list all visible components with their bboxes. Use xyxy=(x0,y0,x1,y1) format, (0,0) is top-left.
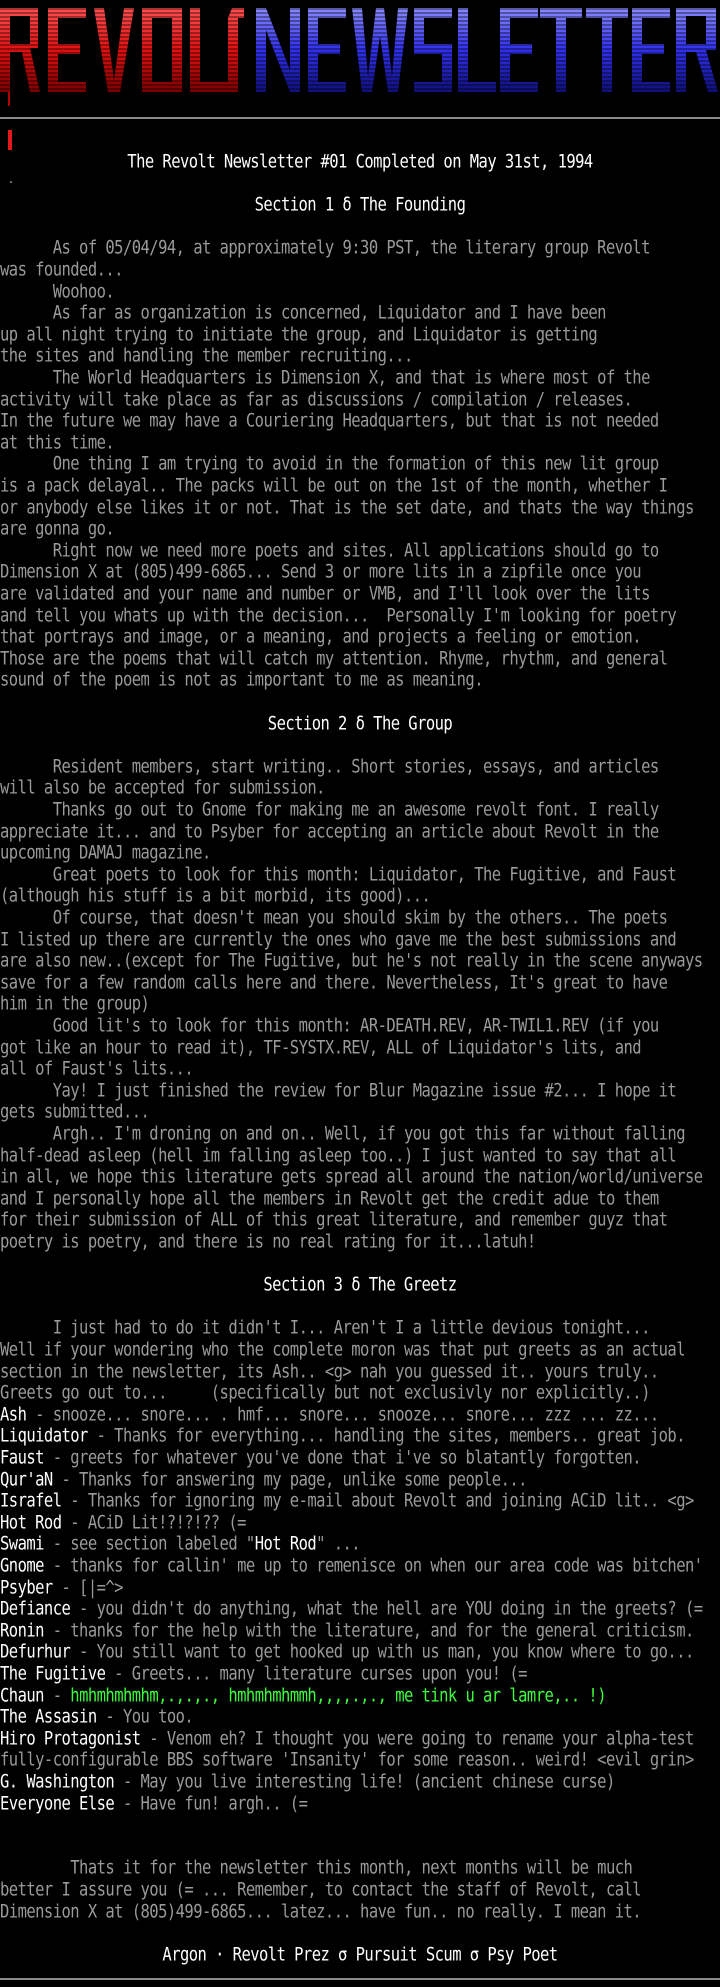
body-line: Woohoo. xyxy=(0,280,115,303)
body-line: I just had to do it didn't I... Aren't I a little devious tonight... xyxy=(0,1317,650,1339)
greet-name: Faust xyxy=(0,1447,44,1469)
greet-text: - greets for whatever you've done that i've so blatantly forgotten. xyxy=(43,1447,642,1469)
body-line: the sites and handling the member recruiting... xyxy=(0,345,413,367)
greet-name: Gnome xyxy=(0,1555,44,1577)
greet-line xyxy=(0,1554,703,1578)
greet-text: - May you live interesting life! (ancient chinese curse) xyxy=(114,1771,615,1793)
greet-name: The Assasin xyxy=(0,1706,97,1728)
greet-name: Ronin xyxy=(0,1619,44,1642)
greet-name: The Fugitive xyxy=(0,1663,106,1685)
greet-text: - You too. xyxy=(96,1706,194,1728)
section-heading: Section 1 δ The Founding xyxy=(254,194,466,216)
greet-line xyxy=(0,1640,694,1664)
greet-line xyxy=(0,1619,694,1643)
section-heading: Section 2 δ The Group xyxy=(267,712,453,735)
body-line: will also be accepted for submission. xyxy=(0,777,325,799)
body-line: him in the group) xyxy=(0,993,150,1015)
greet-line xyxy=(0,1705,193,1729)
body-line: got like an hour to read it), TF-SYSTX.REV, ALL of Liquidator's lits, and xyxy=(0,1036,642,1059)
greet-text: - you didn't do anything, what the hell are YOU doing in the greets? (= xyxy=(70,1598,703,1620)
greet-name: G. Washington xyxy=(0,1771,115,1793)
body-line: Well if your wondering who the complete moron was that put greets as an actual xyxy=(0,1339,685,1361)
body-line: up all night trying to initiate the group, and Liquidator is getting xyxy=(0,323,598,346)
body-line: (although his stuff is a bit morbid, its good)... xyxy=(0,885,431,907)
newsletter-title: The Revolt Newsletter #01 Completed on May 31st, 1994 xyxy=(127,151,593,173)
greet-text: fully-configurable BBS software 'Insanity' for some reason.. weird! <evil grin> xyxy=(0,1749,694,1771)
greet-name: Swami xyxy=(0,1533,44,1555)
greet-name: Liquidator xyxy=(0,1425,88,1447)
greet-name: Defurhur xyxy=(0,1641,71,1663)
section-heading: Section 3 δ The Greetz xyxy=(263,1274,457,1296)
body-line: Right now we need more poets and sites. All applications should go to xyxy=(0,539,659,562)
body-line: are gonna go. xyxy=(0,518,115,540)
body-line: upcoming DAMAJ magazine. xyxy=(0,842,211,864)
body-line: poetry is poetry, and there is no real rating for it...latuh! xyxy=(0,1231,536,1253)
body-line: As far as organization is concerned, Liquidator and I have been xyxy=(0,302,606,324)
greet-green-text: hmhmhmhmhm,.,.,., hmhmhmhmmh,,,,.,., me tink u ar lamre,.. !) xyxy=(70,1684,606,1707)
greet-line xyxy=(0,1792,307,1816)
greet-name: Qur'aN xyxy=(0,1468,53,1491)
greet-text: - Thanks for ignoring my e-mail about Revolt and joining ACiD lit.. <g> xyxy=(61,1490,694,1512)
closing-line: Dimension X at (805)499-6865... latez... have fun.. no really. I mean it. xyxy=(0,1900,642,1923)
greet-line xyxy=(0,1748,694,1772)
greet-text: - xyxy=(43,1684,71,1707)
body-line: The World Headquarters is Dimension X, and that is where most of the xyxy=(0,367,650,389)
signature: Argon · Revolt Prez σ Pursuit Scum σ Psy Poet xyxy=(162,1943,558,1966)
body-line: that portrays and image, or a meaning, and projects a feeling or emotion. xyxy=(0,626,642,648)
body-line: all of Faust's lits... xyxy=(0,1058,194,1080)
body-line: save for a few random calls here and there. Nevertheless, It's great to have xyxy=(0,971,668,994)
greet-tail: " ... xyxy=(316,1533,361,1555)
body-line: and tell you whats up with the decision... Personally I'm looking for poetry xyxy=(0,604,677,627)
greet-text: - Thanks for answering my page, unlike some people... xyxy=(52,1468,527,1491)
body-line: for their submission of ALL of this great literature, and remember guyz that xyxy=(0,1209,668,1231)
body-line: in all, we hope this literature gets spread all around the nation/world/universe xyxy=(0,1166,703,1188)
greet-text: - [|=^> xyxy=(52,1576,123,1599)
body-line: are validated and your name and number or VMB, and I'll look over the lits xyxy=(0,583,650,605)
greet-text: - Thanks for everything... handling the sites, members.. great job. xyxy=(87,1425,685,1447)
body-line: Of course, that doesn't mean you should skim by the others.. The poets xyxy=(0,907,668,929)
greet-line xyxy=(0,1511,246,1535)
greet-text: - snooze... snore... . hmf... snore... snooze... snore... zzz ... zz... xyxy=(26,1403,659,1426)
body-line: I listed up there are currently the ones who gave me the best submissions and xyxy=(0,928,677,951)
body-line: gets submitted... xyxy=(0,1101,150,1123)
body-line: half-dead asleep (hell im falling asleep too..) I just wanted to say that all xyxy=(0,1144,677,1167)
body-line: appreciate it... and to Psyber for accepting an article about Revolt in the xyxy=(0,820,659,843)
greet-text: - see section labeled " xyxy=(43,1533,255,1555)
body-line: was founded... xyxy=(0,259,123,281)
greet-line xyxy=(0,1424,685,1448)
greet-line xyxy=(0,1468,527,1492)
body-line: section in the newsletter, its Ash.. <g> nah you guessed it.. yours truly.. xyxy=(0,1360,659,1383)
greet-text: - Have fun! argh.. (= xyxy=(114,1792,308,1815)
body-line: Great poets to look for this month: Liquidator, The Fugitive, and Faust xyxy=(0,863,677,886)
greet-line xyxy=(0,1446,641,1470)
greet-line xyxy=(0,1576,123,1600)
body-line: Resident members, start writing.. Short stories, essays, and articles xyxy=(0,755,659,778)
greet-text: - thanks for callin' me up to remenisce on when our area code was bitchen' xyxy=(43,1555,703,1577)
body-line: One thing I am trying to avoid in the formation of this new lit group xyxy=(0,453,659,475)
closing-line: Thats it for the newsletter this month, next months will be much xyxy=(0,1857,633,1879)
greet-line xyxy=(0,1532,360,1556)
body-line: Good lit's to look for this month: AR-DEATH.REV, AR-TWIL1.REV (if you xyxy=(0,1015,659,1037)
greet-text: - thanks for the help with the literature, and for the general criticism. xyxy=(43,1619,694,1642)
greet-name: Israfel xyxy=(0,1490,62,1512)
closing-line: better I assure you (= ... Remember, to contact the staff of Revolt, call xyxy=(0,1879,642,1901)
greet-name: Psyber xyxy=(0,1576,53,1599)
red-cursor-mark xyxy=(8,130,12,150)
body-line: Thanks go out to Gnome for making me an awesome revolt font. I really xyxy=(0,799,659,821)
body-line: Yay! I just finished the review for Blur Magazine issue #2... I hope it xyxy=(0,1079,677,1102)
greet-name: Everyone Else xyxy=(0,1792,115,1815)
body-line: at this time. xyxy=(0,431,115,454)
greet-text: - Greets... many literature curses upon you! (= xyxy=(105,1663,527,1685)
greet-name: Hot Rod xyxy=(0,1511,62,1534)
body-line: activity will take place as far as discussions / compilation / releases. xyxy=(0,388,633,411)
body-line: Those are the poems that will catch my attention. Rhyme, rhythm, and general xyxy=(0,647,668,670)
body-line: is a pack delayal.. The packs will be out on the 1st of the month, whether I xyxy=(0,475,668,497)
body-line: In the future we may have a Couriering Headquarters, but that is not needed xyxy=(0,410,659,432)
top-divider xyxy=(0,117,720,119)
greet-line xyxy=(0,1403,659,1427)
body-line: Argh.. I'm droning on and on.. Well, if you got this far without falling xyxy=(0,1123,685,1145)
greet-line xyxy=(0,1727,694,1751)
greet-highlight: Hot Rod xyxy=(254,1533,317,1555)
body-line: As of 05/04/94, at approximately 9:30 PST, the literary group Revolt xyxy=(0,237,650,259)
body-line: sound of the poem is not as important to me as meaning. xyxy=(0,669,483,691)
greet-name: Hiro Protagonist xyxy=(0,1727,141,1750)
body-line: are also new..(except for The Fugitive, but he's not really in the scene anyways xyxy=(0,950,703,972)
greet-text: - You still want to get hooked up with us man, you know where to go... xyxy=(70,1641,694,1663)
greet-line xyxy=(0,1684,606,1708)
greet-text: - ACiD Lit!?!?!?? (= xyxy=(61,1511,246,1534)
bottom-divider xyxy=(0,1978,720,1980)
greet-name: Chaun xyxy=(0,1684,44,1707)
greet-text: - Venom eh? I thought you were going to rename your alpha-test xyxy=(140,1727,694,1750)
greet-line xyxy=(0,1597,703,1621)
revolt-newsletter-banner xyxy=(0,0,720,118)
greet-line xyxy=(0,1770,615,1794)
greet-line xyxy=(0,1489,694,1513)
body-line: Dimension X at (805)499-6865... Send 3 or more lits in a zipfile once you xyxy=(0,561,642,583)
body-line: Greets go out to... (specifically but not exclusivly nor explicitly..) xyxy=(0,1382,650,1404)
greet-line xyxy=(0,1662,527,1686)
greet-name: Ash xyxy=(0,1403,27,1426)
greet-name: Defiance xyxy=(0,1598,71,1620)
newsletter-body xyxy=(0,150,720,1970)
body-line: and I personally hope all the members in Revolt get the credit adue to them xyxy=(0,1187,659,1210)
body-line: or anybody else likes it or not. That is the set date, and thats the way things xyxy=(0,496,694,519)
